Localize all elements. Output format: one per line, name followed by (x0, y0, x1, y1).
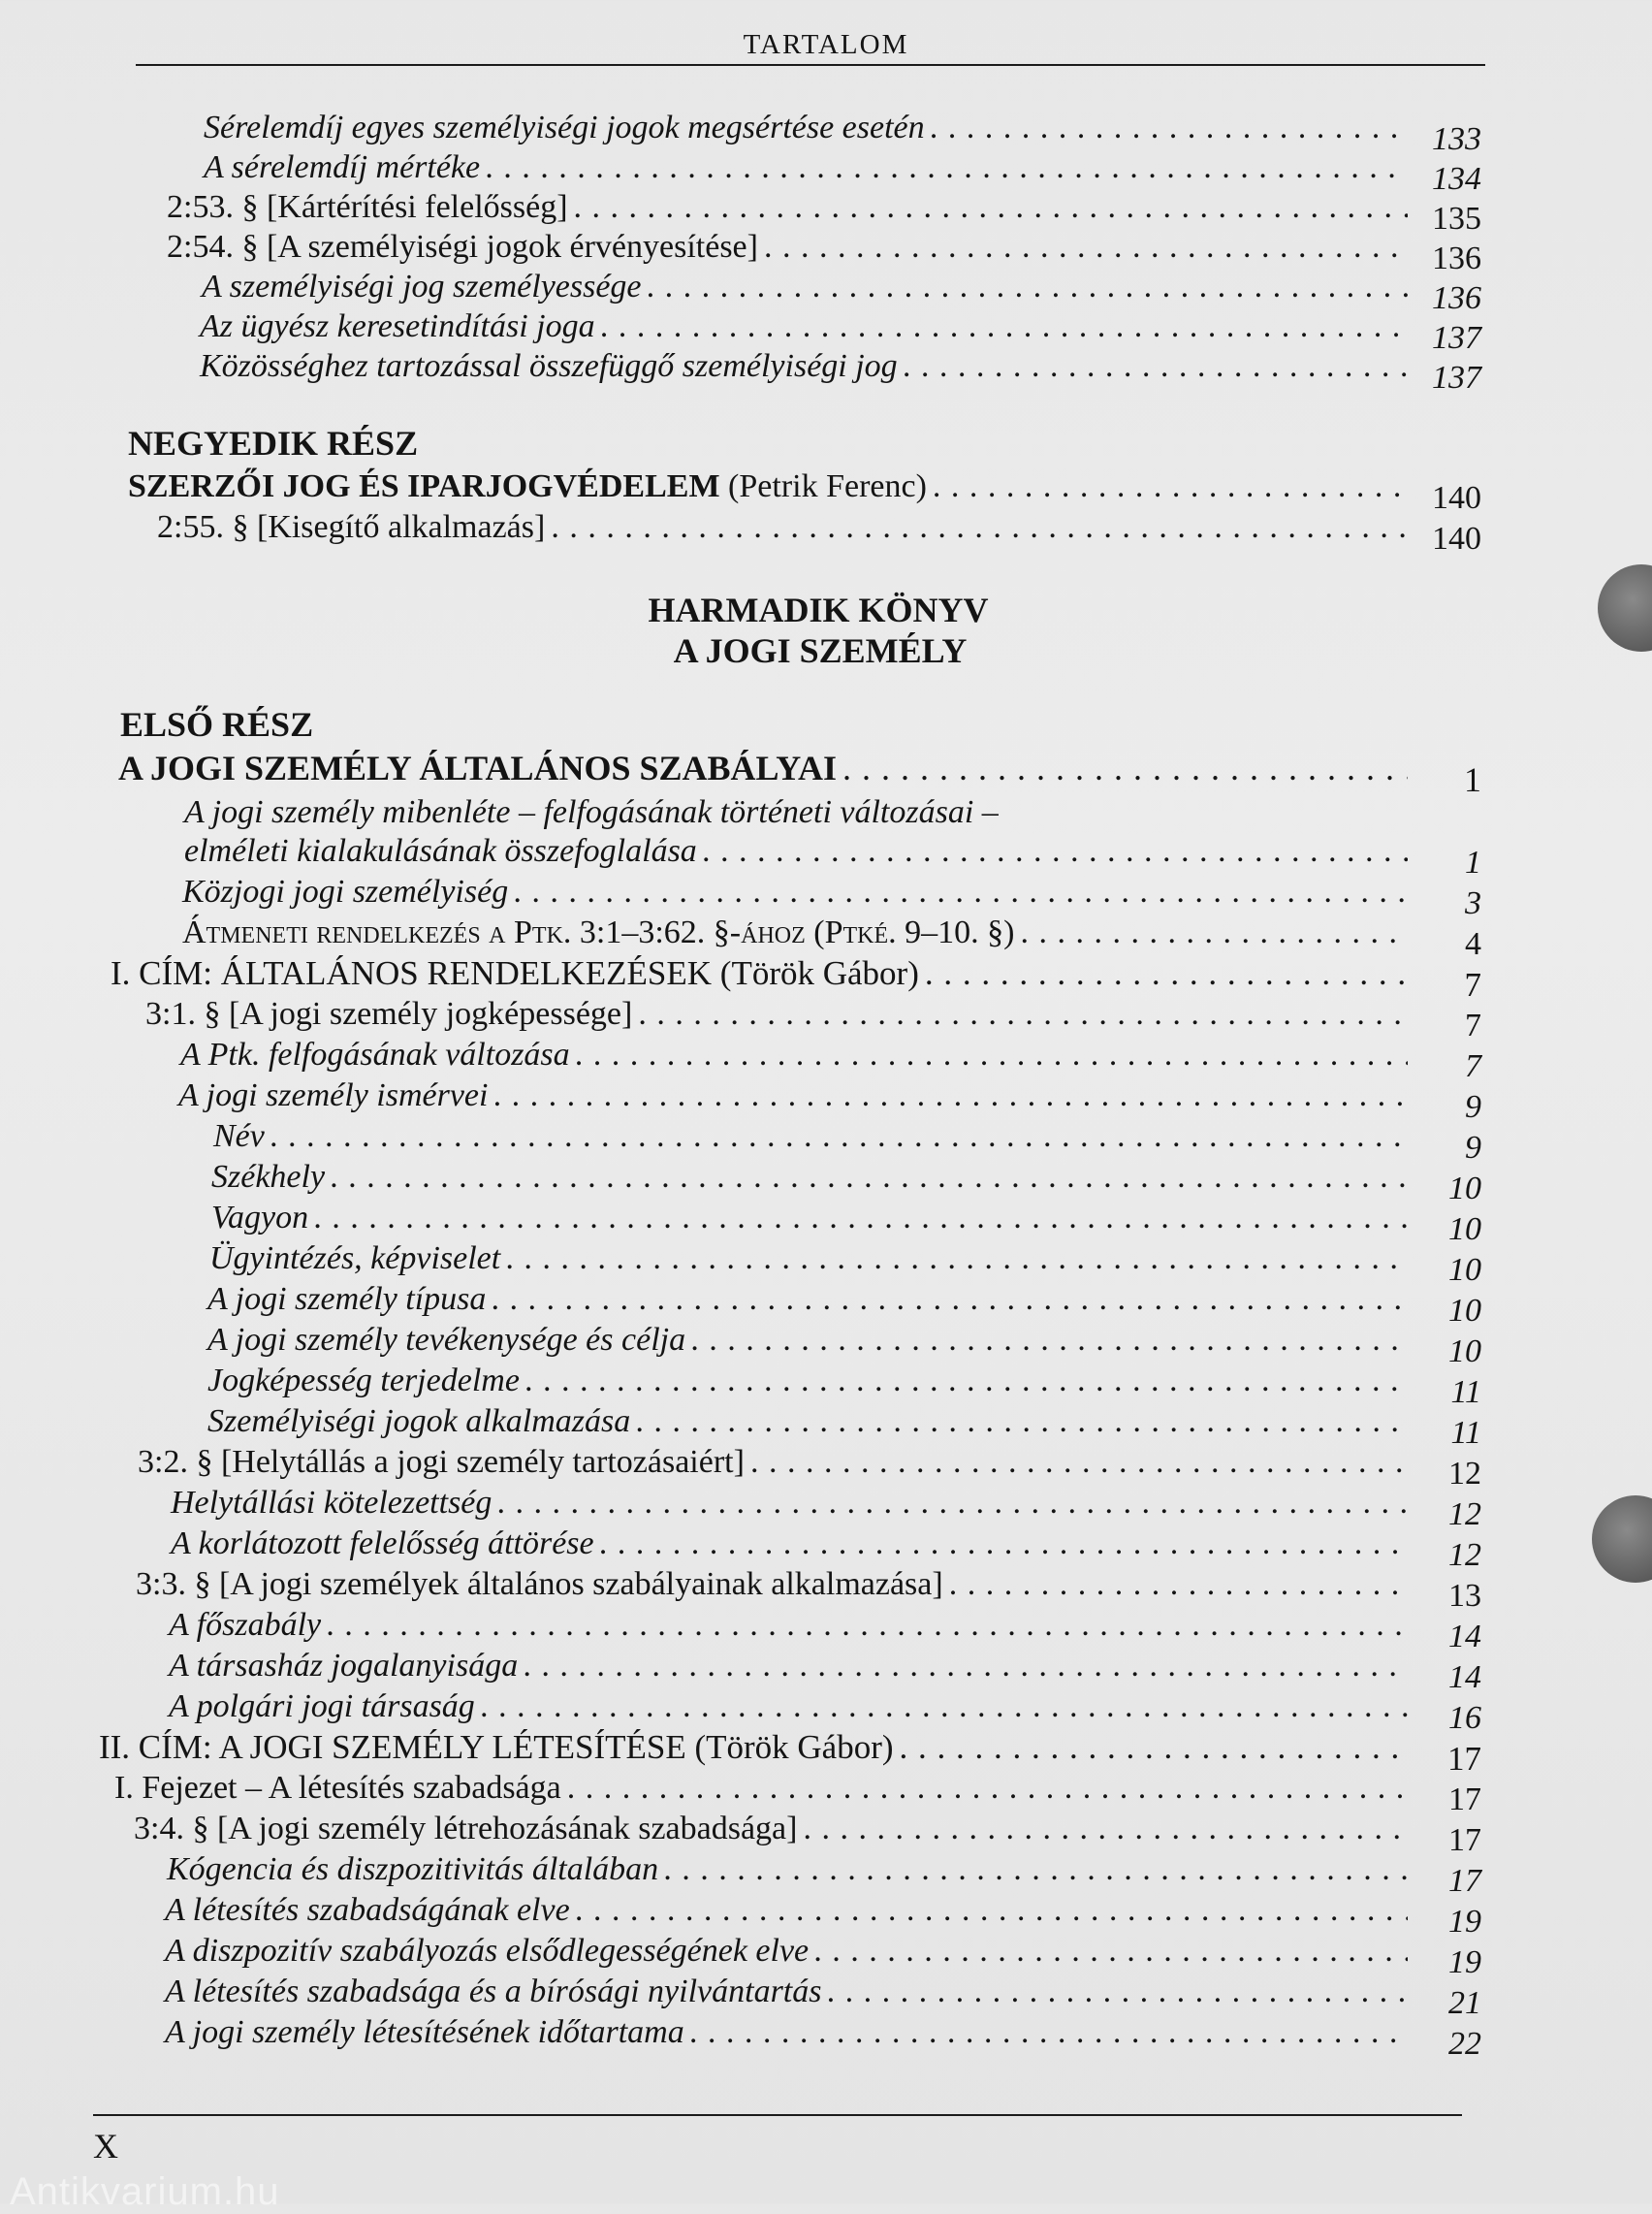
toc-entry: Vagyon . . . 10 (211, 1199, 1481, 1237)
toc-entry: 3:1. § [A jogi személy jogképessége] . . . 7 (145, 995, 1481, 1034)
toc-entry: A főszabály . . . 14 (169, 1606, 1481, 1645)
toc-entry: 3:2. § [Helytállás a jogi személy tartozásaiért] . . . 12 (138, 1443, 1481, 1482)
toc-entry: A polgári jogi társaság . . . 16 (169, 1687, 1481, 1726)
toc-entry: A jogi személy típusa . . . 10 (207, 1280, 1481, 1319)
toc-entry-part: A JOGI SZEMÉLY ÁLTALÁNOS SZABÁLYAI . . . 1 (118, 749, 1481, 787)
toc-entry-title: II. CÍM: A JOGI SZEMÉLY LÉTESÍTÉSE (Török Gábor) . . . 17 (99, 1728, 1481, 1767)
toc-entry: A jogi személy létesítésének időtartama . . . 22 (165, 2013, 1481, 2052)
toc-entry: Helytállási kötelezettség . . . 12 (171, 1484, 1481, 1523)
toc-entry: 3:4. § [A jogi személy létrehozásának szabadsága] . . . 17 (134, 1810, 1481, 1848)
toc-entry: A társasház jogalanyisága . . . 14 (169, 1647, 1481, 1685)
toc-entry: 2:55. § [Kisegítő alkalmazás] . . . 140 (157, 508, 1481, 547)
toc-entry: Sérelemdíj egyes személyiségi jogok megsértése esetén . . . 133 (204, 109, 1481, 147)
book-title: HARMADIK KÖNYV (648, 591, 989, 629)
toc-entry: A korlátozott felelősség áttörése . . . 12 (171, 1524, 1481, 1563)
page-number: X (93, 2127, 118, 2166)
toc-entry: I. Fejezet – A létesítés szabadsága . . . 17 (114, 1769, 1481, 1808)
toc-entry: A létesítés szabadsága és a bírósági nyilvántartás . . . 21 (165, 1973, 1481, 2011)
toc-entry: 2:54. § [A személyiségi jogok érvényesítése] . . . 136 (167, 228, 1481, 267)
toc-entry: A jogi személy ismérvei . . . 9 (178, 1076, 1481, 1115)
toc-entry: Közjogi jogi személyiség . . . 3 (182, 873, 1481, 912)
running-header: TARTALOM (743, 29, 909, 60)
toc-entry: A személyiségi jog személyessége . . . 136 (202, 268, 1481, 306)
toc-entry: Az ügyész keresetindítási joga . . . 137 (200, 307, 1481, 346)
toc-entry: A sérelemdíj mértéke . . . 134 (204, 148, 1481, 187)
toc-entry: 3:3. § [A jogi személyek általános szabályainak alkalmazása] . . . 13 (136, 1565, 1481, 1604)
footer-rule (93, 2114, 1462, 2116)
toc-entry-transitional: Átmeneti rendelkezés a Ptk. 3:1–3:62. §-ához (Ptké. 9–10. §) . . . 4 (182, 914, 1481, 952)
toc-entry: A Ptk. felfogásának változása . . . 7 (180, 1036, 1481, 1075)
part-title: ELSŐ RÉSZ (120, 705, 314, 744)
toc-entry-part: SZERZŐI JOG ÉS IPARJOGVÉDELEM (Petrik Ferenc) . . . 140 (128, 467, 1481, 506)
toc-entry: 2:53. § [Kártérítési felelősség] . . . 135 (167, 188, 1481, 227)
toc-entry: A diszpozitív szabályozás elsődlegességének elve . . . 19 (165, 1932, 1481, 1971)
toc-entry: Személyiségi jogok alkalmazása . . . 11 (207, 1402, 1481, 1441)
toc-entry: Ügyintézés, képviselet . . . 10 (209, 1239, 1481, 1278)
toc-entry: Közösséghez tartozással összefüggő személyiségi jog . . . 137 (200, 347, 1481, 386)
toc-entry: Székhely . . . 10 (211, 1158, 1481, 1197)
toc-entry-continued: A jogi személy mibenléte – felfogásának történeti változásai – (184, 794, 999, 830)
part-title: NEGYEDIK RÉSZ (128, 424, 419, 463)
book-subtitle: A JOGI SZEMÉLY (673, 631, 968, 670)
toc-entry: Jogképesség terjedelme . . . 11 (207, 1362, 1481, 1400)
watermark: Antikvarium.hu (10, 2170, 280, 2213)
toc-entry: Kógencia és diszpozitivitás általában . . . 17 (167, 1850, 1481, 1889)
toc-entry-title: I. CÍM: ÁLTALÁNOS RENDELKEZÉSEK (Török Gábor) . . . 7 (111, 954, 1481, 993)
header-rule (136, 64, 1485, 66)
toc-entry: A létesítés szabadságának elve . . . 19 (165, 1891, 1481, 1930)
toc-entry: Név . . . 9 (213, 1117, 1481, 1156)
punch-hole (1592, 1495, 1652, 1583)
toc-entry: A jogi személy tevékenysége és célja . . . 10 (207, 1321, 1481, 1360)
toc-entry: elméleti kialakulásának összefoglalása . . . 1 (184, 832, 1481, 871)
